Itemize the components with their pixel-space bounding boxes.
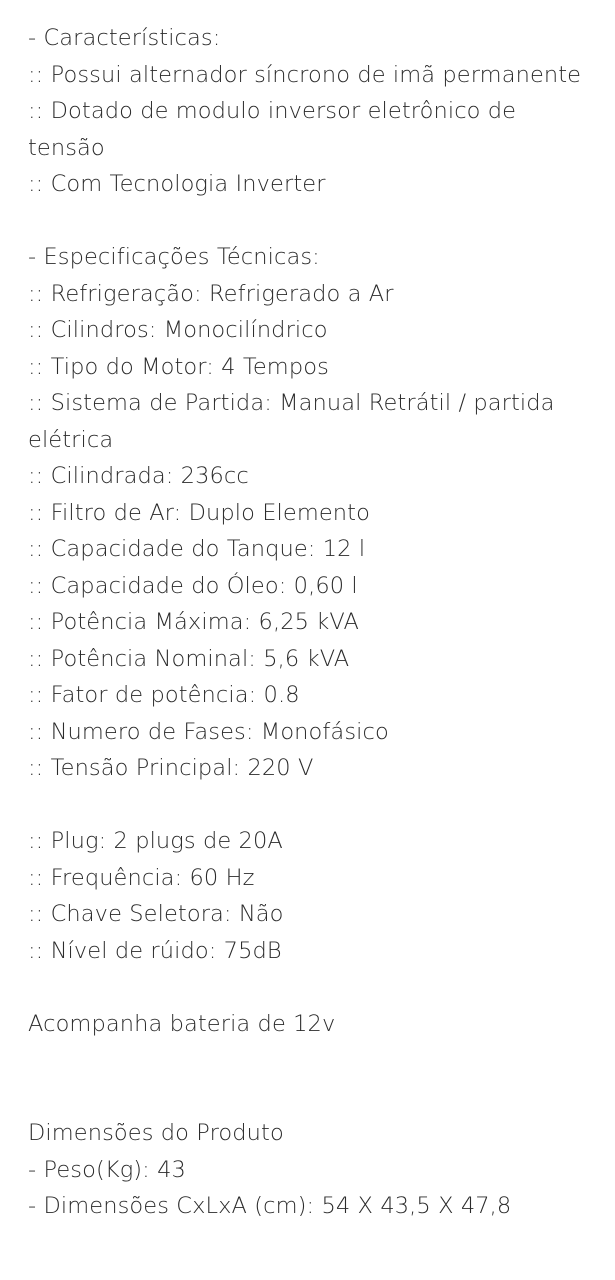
spec-item: :: Frequência: 60 Hz: [28, 864, 255, 891]
spec-item: :: Potência Máxima: 6,25 kVA: [28, 609, 359, 635]
spec-item: :: Plug: 2 plugs de 20A: [28, 828, 283, 854]
caracteristicas-heading: - Características:: [28, 25, 221, 51]
spec-item: :: Cilindros: Monocilíndrico: [28, 317, 328, 343]
spec-item: :: Capacidade do Óleo: 0,60 l: [28, 572, 358, 599]
spec-item: :: Tensão Principal: 220 V: [28, 755, 314, 781]
blank-line: [28, 203, 598, 240]
spec-item: :: Cilindrada: 236cc: [28, 463, 249, 489]
blank-line: [28, 787, 598, 824]
spec-item: :: Fator de potência: 0.8: [28, 682, 300, 708]
blank-line: [28, 969, 598, 1006]
dimensao-item: - Dimensões CxLxA (cm): 54 X 43,5 X 47,8: [28, 1193, 512, 1219]
acompanha-text: Acompanha bateria de 12v: [28, 1010, 336, 1037]
spec-item: :: Refrigeração: Refrigerado a Ar: [28, 280, 394, 307]
spec-item: :: Filtro de Ar: Duplo Elemento: [28, 499, 370, 526]
caracteristica-item: :: Com Tecnologia Inverter: [28, 171, 326, 197]
caracteristica-item: :: Possui alternador síncrono de imã permanente: [28, 61, 582, 88]
blank-line: [28, 1042, 598, 1115]
spec-item: :: Chave Seletora: Não: [28, 901, 284, 927]
spec-item: :: Tipo do Motor: 4 Tempos: [28, 353, 329, 380]
spec-item: :: Numero de Fases: Monofásico: [28, 718, 389, 745]
spec-item: :: Capacidade do Tanque: 12 l: [28, 536, 366, 562]
dimensoes-heading: Dimensões do Produto: [28, 1120, 284, 1146]
spec-item: :: Nível de rúido: 75dB: [28, 937, 282, 964]
spec-item: :: Potência Nominal: 5,6 kVA: [28, 645, 350, 672]
dimensao-item: - Peso(Kg): 43: [28, 1156, 186, 1183]
product-description: [28, 20, 598, 1225]
spec-item: :: Sistema de Partida: Manual Retrátil / partida elétrica: [28, 390, 555, 453]
especificacoes-heading: - Especificações Técnicas:: [28, 244, 320, 270]
caracteristica-item: :: Dotado de modulo inversor eletrônico de tensão: [28, 98, 517, 161]
